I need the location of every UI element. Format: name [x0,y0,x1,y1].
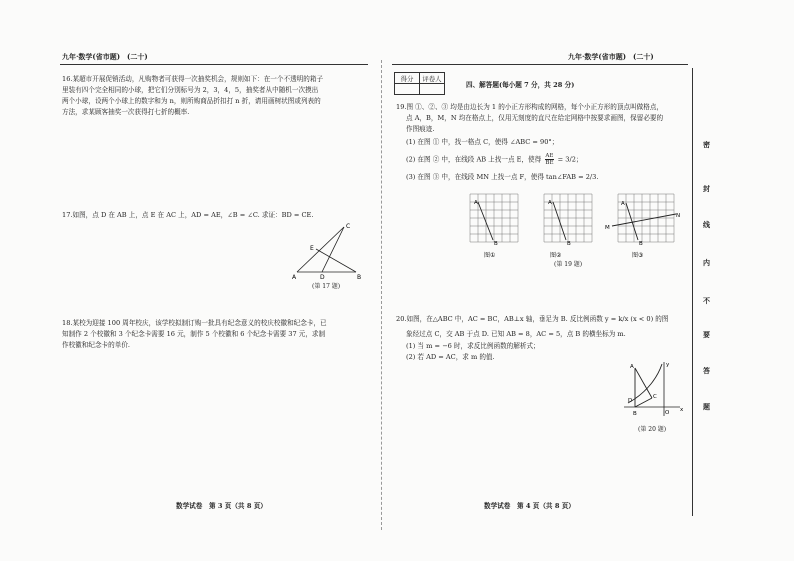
label-B: B [357,274,362,281]
q16-line3: 两个小球，设两个小球上的数字和为 n，则所购商品折扣打 n 折，请用画树状图或列表的 [62,97,321,105]
segment-BC [635,398,652,407]
fig1-label-B: B [494,241,498,247]
right-header-rule [392,64,688,65]
q20-fraction-k-over-x: k/x [618,315,629,323]
fig1-caption: 图① [484,252,496,259]
score-label: 得分 [395,73,420,84]
q18-line1: 18.某校为迎接 100 周年校庆，该学校拟制订购一批具有纪念意义的校庆校徽和纪念卡，已 [62,319,327,327]
fig2-segment-AB [553,202,566,240]
q17-caption: (第 17 题) [312,283,341,290]
seal-char-7: 答 [703,366,710,375]
grid-figures-19 [466,190,680,270]
left-header: 九年·数学(省市题) (二十) [62,52,148,61]
center-divider [381,60,382,530]
q20-item1: (1) 当 m = −6 时，求反比例函数的解析式； [406,342,540,350]
q20-item2: (2) 若 AD = AC，求 m 的值. [406,353,495,361]
q18-line3: 作校徽和纪念卡的单价. [62,341,131,349]
q20-line1-tail: (x < 0) 的图 [630,315,669,323]
q16-line1: 16.某超市开展促销活动，凡购物者可获得一次抽奖机会，规则如下：在一个不透明的箱子 [62,75,324,83]
q19-item3-fraction: 2/3 [585,173,597,181]
fig2-label-A: A [548,200,552,206]
label-B: B [633,411,637,417]
seal-char-6: 要 [703,330,710,339]
score-cell[interactable] [395,84,420,95]
q20-line1 [396,314,668,324]
q19-item3-text: (3) 在图 ③ 中，在线段 MN 上找一点 F，使得 tan∠FAB = [406,173,584,181]
left-header-rule [60,64,368,65]
left-footer: 数学试卷 第 3 页（共 8 页） [176,502,267,510]
right-header: 九年·数学(省市题) (二十) [568,52,654,61]
grader-label: 评卷人 [420,73,445,84]
q19-item3 [406,172,598,182]
label-A: A [292,274,297,281]
q19-caption: (第 19 题) [554,261,583,268]
fig1-label-A: A [474,200,478,206]
q20-caption: (第 20 题) [638,426,667,433]
label-E: E [310,245,314,252]
label-y: y [666,362,670,368]
seal-char-8: 题 [703,402,710,411]
fig3-label-M: M [605,225,610,231]
label-C: C [346,223,351,230]
fig3-segment-MN [612,214,676,226]
seal-char-5: 不 [703,296,710,305]
score-box [394,72,445,95]
fig3-label-N: N [676,213,681,219]
fig2-caption: 图② [550,252,562,259]
label-D: D [628,398,633,404]
seal-char-2: 封 [703,184,710,193]
q17-text: 17.如图，点 D 在 AB 上，点 E 在 AC 上，AD = AE，∠B = ∠C. 求证：BD = CE. [62,211,314,219]
fig3-caption: 图③ [632,252,644,259]
q19-line3: 作图痕迹. [406,125,435,133]
fig2-label-B: B [567,241,571,247]
seal-char-4: 内 [703,258,710,267]
q19-item2 [406,153,583,166]
q18-line2: 知制作 2 个校徽和 3 个纪念卡需要 16 元，制作 5 个校徽和 6 个纪念卡需要 37 元，求制 [62,330,326,338]
section-title: 四、解答题(每小题 7 分，共 28 分) [466,81,575,89]
coordinate-figure-20 [624,362,686,420]
label-x: x [680,407,684,413]
seal-char-3: 线 [703,220,710,229]
segment-AC [635,368,652,398]
fraction-numerator: AE [545,153,554,159]
fig1-segment-AB [478,202,493,240]
q16-line2: 里装有四个完全相同的小球，把它们分别标号为 2，3，4，5，抽奖者从中随机一次摸出 [62,86,319,94]
side-AC [297,227,344,272]
fig3-label-B: B [639,241,643,247]
q19-item3-tail: . [596,173,599,181]
q20-line1-text: 20.如图，在△ABC 中，AC = BC，AB⊥x 轴，垂足为 B. 反比例函数 y = [396,315,617,323]
label-D: D [320,274,325,281]
label-C: C [653,394,657,400]
fraction-ae-be [545,153,553,166]
segment-CD [322,227,344,272]
label-A: A [630,364,634,370]
label-O: O [665,410,670,416]
q19-item1: (1) 在图 ① 中，找一格点 C，使得 ∠ABC = 90°； [406,138,559,146]
q19-line1: 19.图 ①、②、③ 均是由边长为 1 的小正方形构成的网格，每个小正方形的顶点叫做格点， [396,103,664,111]
q19-item2-text: (2) 在图 ② 中，在线段 AB 上找一点 E，使得 [406,155,542,164]
seal-line [692,68,693,516]
grader-cell[interactable] [420,84,445,95]
fig3-label-A: A [621,201,625,207]
q19-item2-tail: = 3/2； [557,155,583,164]
seal-char-1: 密 [703,140,710,149]
grid-group [470,194,674,242]
triangle-figure-17 [292,222,362,284]
q19-line2: 点 A，B，M，N 均在格点上，仅用无刻度的直尺在给定网格中按要求画图，保留必要的 [406,114,664,122]
right-footer: 数学试卷 第 4 页（共 8 页） [484,502,575,510]
q20-line2: 象经过点 C，交 AB 于点 D. 已知 AB = 8，AC = 5，点 B 的横坐标为 m. [406,330,626,338]
fraction-denominator: BE [545,160,554,167]
segment-BE [316,249,356,272]
q16-line4: 方法，求某顾客抽奖一次获得打七折的概率. [62,108,190,116]
